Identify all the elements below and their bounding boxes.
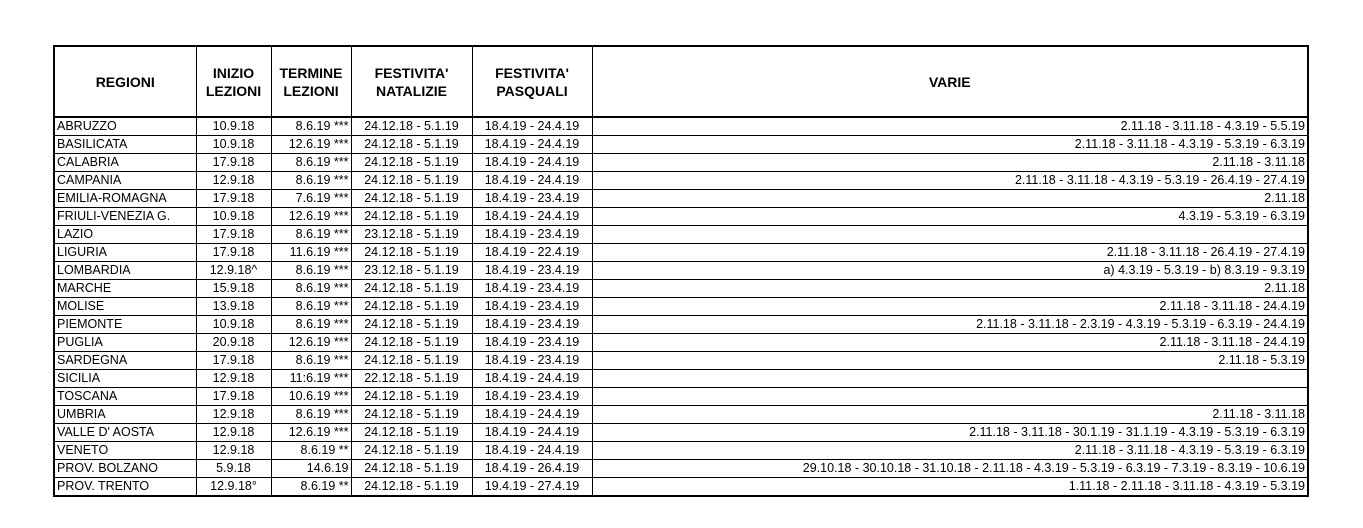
cell-inizio-lezioni: 13.9.18 [196, 298, 271, 316]
cell-festivita-pasquali: 18.4.19 - 24.4.19 [472, 406, 592, 424]
cell-festivita-pasquali: 18.4.19 - 23.4.19 [472, 334, 592, 352]
cell-varie: 2.11.18 - 3.11.18 - 4.3.19 - 5.5.19 [592, 117, 1308, 136]
cell-regione: VALLE D' AOSTA [54, 424, 196, 442]
cell-festivita-pasquali: 18.4.19 - 23.4.19 [472, 388, 592, 406]
cell-festivita-pasquali: 18.4.19 - 23.4.19 [472, 262, 592, 280]
cell-varie: 2.11.18 - 3.11.18 - 24.4.19 [592, 334, 1308, 352]
cell-varie: 2.11.18 - 3.11.18 - 4.3.19 - 5.3.19 - 6.3.19 [592, 442, 1308, 460]
cell-festivita-pasquali: 18.4.19 - 22.4.19 [472, 244, 592, 262]
cell-varie: 2.11.18 [592, 280, 1308, 298]
cell-regione: CALABRIA [54, 154, 196, 172]
cell-regione: PROV. BOLZANO [54, 460, 196, 478]
cell-festivita-pasquali: 18.4.19 - 23.4.19 [472, 190, 592, 208]
cell-termine-lezioni: 12.6.19 *** [271, 424, 351, 442]
cell-regione: MARCHE [54, 280, 196, 298]
cell-varie: 2.11.18 - 3.11.18 - 2.3.19 - 4.3.19 - 5.3.19 - 6.3.19 - 24.4.19 [592, 316, 1308, 334]
cell-regione: PROV. TRENTO [54, 478, 196, 497]
cell-festivita-pasquali: 18.4.19 - 24.4.19 [472, 370, 592, 388]
cell-festivita-natalizie: 24.12.18 - 5.1.19 [351, 406, 472, 424]
cell-festivita-pasquali: 18.4.19 - 23.4.19 [472, 298, 592, 316]
table-row [54, 352, 1308, 370]
cell-inizio-lezioni: 12.9.18 [196, 424, 271, 442]
cell-termine-lezioni: 8.6.19 *** [271, 298, 351, 316]
cell-festivita-pasquali: 18.4.19 - 24.4.19 [472, 172, 592, 190]
cell-termine-lezioni: 8.6.19 ** [271, 442, 351, 460]
cell-regione: PIEMONTE [54, 316, 196, 334]
cell-regione: TOSCANA [54, 388, 196, 406]
cell-varie: a) 4.3.19 - 5.3.19 - b) 8.3.19 - 9.3.19 [592, 262, 1308, 280]
cell-festivita-natalizie: 24.12.18 - 5.1.19 [351, 298, 472, 316]
cell-festivita-pasquali: 18.4.19 - 23.4.19 [472, 316, 592, 334]
cell-festivita-pasquali: 18.4.19 - 23.4.19 [472, 352, 592, 370]
table-row [54, 154, 1308, 172]
header-row [54, 46, 1308, 117]
cell-termine-lezioni: 8.6.19 *** [271, 172, 351, 190]
cell-inizio-lezioni: 12.9.18° [196, 478, 271, 497]
cell-festivita-natalizie: 22.12.18 - 5.1.19 [351, 370, 472, 388]
cell-regione: SARDEGNA [54, 352, 196, 370]
cell-varie: 2.11.18 [592, 190, 1308, 208]
cell-termine-lezioni: 7.6.19 *** [271, 190, 351, 208]
table-row [54, 460, 1308, 478]
cell-inizio-lezioni: 12.9.18 [196, 442, 271, 460]
cell-inizio-lezioni: 12.9.18 [196, 406, 271, 424]
cell-termine-lezioni: 11:6.19 *** [271, 370, 351, 388]
cell-inizio-lezioni: 17.9.18 [196, 352, 271, 370]
header-festivita-natalizie: FESTIVITA' NATALIZIE [351, 46, 472, 117]
cell-festivita-pasquali: 18.4.19 - 24.4.19 [472, 424, 592, 442]
cell-regione: VENETO [54, 442, 196, 460]
cell-termine-lezioni: 8.6.19 *** [271, 352, 351, 370]
table-row [54, 262, 1308, 280]
cell-regione: EMILIA-ROMAGNA [54, 190, 196, 208]
table-row [54, 172, 1308, 190]
cell-varie: 2.11.18 - 3.11.18 - 4.3.19 - 5.3.19 - 26.4.19 - 27.4.19 [592, 172, 1308, 190]
cell-festivita-natalizie: 24.12.18 - 5.1.19 [351, 460, 472, 478]
cell-termine-lezioni: 8.6.19 *** [271, 406, 351, 424]
cell-regione: UMBRIA [54, 406, 196, 424]
cell-festivita-natalizie: 24.12.18 - 5.1.19 [351, 442, 472, 460]
header-termine-lezioni: TERMINE LEZIONI [271, 46, 351, 117]
cell-regione: BASILICATA [54, 136, 196, 154]
table-row [54, 370, 1308, 388]
cell-regione: CAMPANIA [54, 172, 196, 190]
cell-inizio-lezioni: 12.9.18 [196, 370, 271, 388]
cell-festivita-natalizie: 24.12.18 - 5.1.19 [351, 117, 472, 136]
cell-festivita-natalizie: 24.12.18 - 5.1.19 [351, 154, 472, 172]
cell-varie: 4.3.19 - 5.3.19 - 6.3.19 [592, 208, 1308, 226]
cell-inizio-lezioni: 17.9.18 [196, 190, 271, 208]
cell-festivita-natalizie: 24.12.18 - 5.1.19 [351, 208, 472, 226]
cell-inizio-lezioni: 17.9.18 [196, 154, 271, 172]
cell-inizio-lezioni: 10.9.18 [196, 208, 271, 226]
cell-regione: SICILIA [54, 370, 196, 388]
table-row [54, 226, 1308, 244]
cell-regione: FRIULI-VENEZIA G. [54, 208, 196, 226]
cell-festivita-natalizie: 23.12.18 - 5.1.19 [351, 262, 472, 280]
cell-varie: 2.11.18 - 3.11.18 [592, 154, 1308, 172]
cell-inizio-lezioni: 5.9.18 [196, 460, 271, 478]
cell-termine-lezioni: 8.6.19 *** [271, 262, 351, 280]
cell-festivita-natalizie: 24.12.18 - 5.1.19 [351, 172, 472, 190]
cell-regione: ABRUZZO [54, 117, 196, 136]
cell-varie: 1.11.18 - 2.11.18 - 3.11.18 - 4.3.19 - 5.3.19 [592, 478, 1308, 497]
cell-varie: 2.11.18 - 3.11.18 - 24.4.19 [592, 298, 1308, 316]
cell-inizio-lezioni: 10.9.18 [196, 316, 271, 334]
cell-festivita-pasquali: 19.4.19 - 27.4.19 [472, 478, 592, 497]
cell-termine-lezioni: 8.6.19 ** [271, 478, 351, 497]
table-row [54, 280, 1308, 298]
cell-regione: LIGURIA [54, 244, 196, 262]
table-row [54, 298, 1308, 316]
cell-termine-lezioni: 12.6.19 *** [271, 136, 351, 154]
cell-festivita-pasquali: 18.4.19 - 24.4.19 [472, 208, 592, 226]
table-row [54, 406, 1308, 424]
cell-termine-lezioni: 10.6.19 *** [271, 388, 351, 406]
cell-festivita-natalizie: 24.12.18 - 5.1.19 [351, 334, 472, 352]
cell-inizio-lezioni: 17.9.18 [196, 244, 271, 262]
cell-varie [592, 388, 1308, 406]
cell-varie: 2.11.18 - 5.3.19 [592, 352, 1308, 370]
table-row [54, 334, 1308, 352]
cell-termine-lezioni: 14.6.19 [271, 460, 351, 478]
cell-varie [592, 226, 1308, 244]
cell-varie: 2.11.18 - 3.11.18 - 30.1.19 - 31.1.19 - 4.3.19 - 5.3.19 - 6.3.19 [592, 424, 1308, 442]
cell-inizio-lezioni: 15.9.18 [196, 280, 271, 298]
cell-festivita-pasquali: 18.4.19 - 24.4.19 [472, 136, 592, 154]
header-varie: VARIE [592, 46, 1308, 117]
cell-inizio-lezioni: 10.9.18 [196, 136, 271, 154]
header-inizio-lezioni: INIZIO LEZIONI [196, 46, 271, 117]
cell-festivita-natalizie: 24.12.18 - 5.1.19 [351, 280, 472, 298]
table-row [54, 316, 1308, 334]
cell-inizio-lezioni: 17.9.18 [196, 388, 271, 406]
cell-termine-lezioni: 8.6.19 *** [271, 154, 351, 172]
cell-termine-lezioni: 11.6.19 *** [271, 244, 351, 262]
table-row [54, 190, 1308, 208]
cell-termine-lezioni: 12.6.19 *** [271, 208, 351, 226]
table-row [54, 478, 1308, 497]
cell-festivita-pasquali: 18.4.19 - 24.4.19 [472, 442, 592, 460]
cell-festivita-natalizie: 24.12.18 - 5.1.19 [351, 388, 472, 406]
cell-festivita-natalizie: 24.12.18 - 5.1.19 [351, 478, 472, 497]
cell-festivita-natalizie: 24.12.18 - 5.1.19 [351, 316, 472, 334]
cell-festivita-natalizie: 24.12.18 - 5.1.19 [351, 424, 472, 442]
cell-varie [592, 370, 1308, 388]
cell-festivita-pasquali: 18.4.19 - 24.4.19 [472, 117, 592, 136]
table-row [54, 208, 1308, 226]
cell-festivita-natalizie: 24.12.18 - 5.1.19 [351, 352, 472, 370]
school-calendar-table [53, 45, 1309, 497]
table-row [54, 388, 1308, 406]
cell-festivita-pasquali: 18.4.19 - 24.4.19 [472, 154, 592, 172]
table-row [54, 424, 1308, 442]
header-regioni: REGIONI [54, 46, 196, 117]
header-festivita-pasquali: FESTIVITA' PASQUALI [472, 46, 592, 117]
cell-regione: MOLISE [54, 298, 196, 316]
cell-regione: PUGLIA [54, 334, 196, 352]
table-row [54, 442, 1308, 460]
cell-festivita-natalizie: 24.12.18 - 5.1.19 [351, 136, 472, 154]
cell-festivita-natalizie: 23.12.18 - 5.1.19 [351, 226, 472, 244]
cell-termine-lezioni: 8.6.19 *** [271, 280, 351, 298]
cell-inizio-lezioni: 10.9.18 [196, 117, 271, 136]
cell-inizio-lezioni: 20.9.18 [196, 334, 271, 352]
cell-festivita-pasquali: 18.4.19 - 23.4.19 [472, 226, 592, 244]
cell-termine-lezioni: 12.6.19 *** [271, 334, 351, 352]
cell-termine-lezioni: 8.6.19 *** [271, 117, 351, 136]
cell-festivita-natalizie: 24.12.18 - 5.1.19 [351, 244, 472, 262]
cell-inizio-lezioni: 12.9.18 [196, 172, 271, 190]
cell-varie: 29.10.18 - 30.10.18 - 31.10.18 - 2.11.18 - 4.3.19 - 5.3.19 - 6.3.19 - 7.3.19 - 8.3.19 - 10.6.19 [592, 460, 1308, 478]
cell-varie: 2.11.18 - 3.11.18 - 26.4.19 - 27.4.19 [592, 244, 1308, 262]
cell-termine-lezioni: 8.6.19 *** [271, 226, 351, 244]
cell-regione: LAZIO [54, 226, 196, 244]
table-row [54, 136, 1308, 154]
cell-inizio-lezioni: 12.9.18^ [196, 262, 271, 280]
cell-inizio-lezioni: 17.9.18 [196, 226, 271, 244]
cell-festivita-pasquali: 18.4.19 - 23.4.19 [472, 280, 592, 298]
cell-regione: LOMBARDIA [54, 262, 196, 280]
cell-termine-lezioni: 8.6.19 *** [271, 316, 351, 334]
table-row [54, 244, 1308, 262]
table-body [54, 117, 1308, 496]
table-row [54, 117, 1308, 136]
cell-festivita-pasquali: 18.4.19 - 26.4.19 [472, 460, 592, 478]
cell-varie: 2.11.18 - 3.11.18 [592, 406, 1308, 424]
cell-festivita-natalizie: 24.12.18 - 5.1.19 [351, 190, 472, 208]
cell-varie: 2.11.18 - 3.11.18 - 4.3.19 - 5.3.19 - 6.3.19 [592, 136, 1308, 154]
